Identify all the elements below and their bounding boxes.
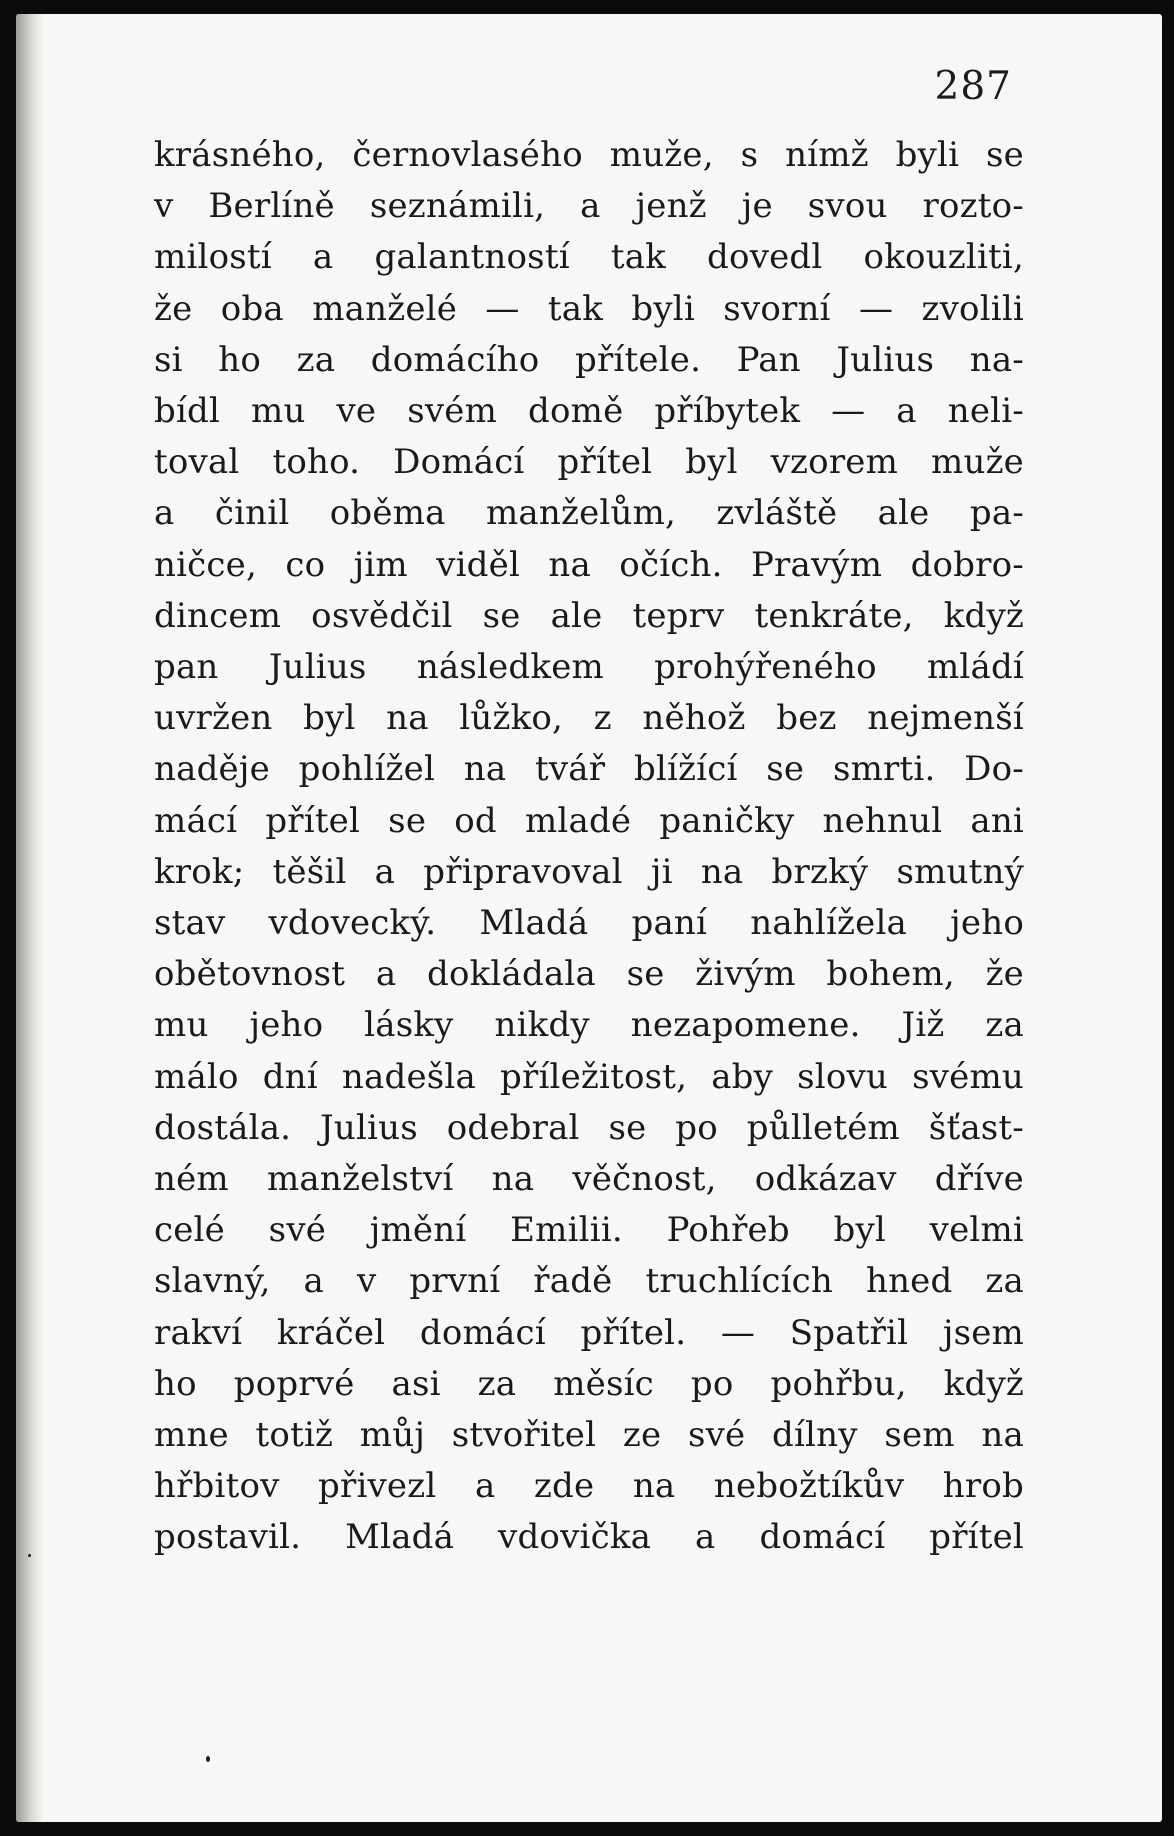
text-line: mu jeho lásky nikdy nezapomene. Již za	[154, 1005, 1024, 1046]
text-line: toval toho. Domácí přítel byl vzorem muže	[154, 442, 1024, 483]
print-speck	[28, 1554, 31, 1557]
binding-gutter-shadow	[16, 14, 44, 1822]
text-line: dincem osvědčil se ale teprv tenkráte, když	[154, 595, 1024, 636]
text-line: a činil oběma manželům, zvláště ale pa-	[154, 493, 1024, 534]
text-line: milostí a galantností tak dovedl okouzliti,	[154, 237, 1024, 278]
book-page	[16, 14, 1162, 1822]
print-speck	[206, 1756, 210, 1762]
text-line: krok; těšil a připravoval ji na brzký smutný	[154, 851, 1024, 892]
text-line: uvržen byl na lůžko, z něhož bez nejmenší	[154, 698, 1024, 739]
text-line: ném manželství na věčnost, odkázav dříve	[154, 1159, 1024, 1200]
text-line: málo dní nadešla příležitost, aby slovu svému	[154, 1056, 1024, 1097]
text-line: dostála. Julius odebral se po půlletém šťast-	[154, 1107, 1024, 1148]
text-line: ničce, co jim viděl na očích. Pravým dobro-	[154, 544, 1024, 585]
text-line: že oba manželé — tak byli svorní — zvolili	[154, 288, 1024, 329]
text-line: si ho za domácího přítele. Pan Julius na-	[154, 339, 1024, 380]
text-line: stav vdovecký. Mladá paní nahlížela jeho	[154, 903, 1024, 944]
text-line: obětovnost a dokládala se živým bohem, že	[154, 954, 1024, 995]
page-number: 287	[934, 64, 1012, 109]
text-line: rakví kráčel domácí přítel. — Spatřil jsem	[154, 1312, 1024, 1353]
text-line: hřbitov přivezl a zde na nebožtíkův hrob	[154, 1466, 1024, 1507]
body-text	[154, 130, 1024, 1564]
text-line: postavil. Mladá vdovička a domácí přítel	[154, 1517, 1024, 1558]
text-line: bídl mu ve svém domě příbytek — a neli-	[154, 391, 1024, 432]
text-line: naděje pohlížel na tvář blížící se smrti. Do-	[154, 749, 1024, 790]
text-line: mácí přítel se od mladé paničky nehnul ani	[154, 800, 1024, 841]
text-line: v Berlíně seznámili, a jenž je svou rozto-	[154, 186, 1024, 227]
text-line: mne totiž můj stvořitel ze své dílny sem na	[154, 1415, 1024, 1456]
text-line: slavný, a v první řadě truchlících hned za	[154, 1261, 1024, 1302]
text-line: krásného, černovlasého muže, s nímž byli se	[154, 135, 1024, 175]
text-line: celé své jmění Emilii. Pohřeb byl velmi	[154, 1210, 1024, 1251]
text-line: pan Julius následkem prohýřeného mládí	[154, 647, 1024, 688]
text-line: ho poprvé asi za měsíc po pohřbu, když	[154, 1363, 1024, 1404]
